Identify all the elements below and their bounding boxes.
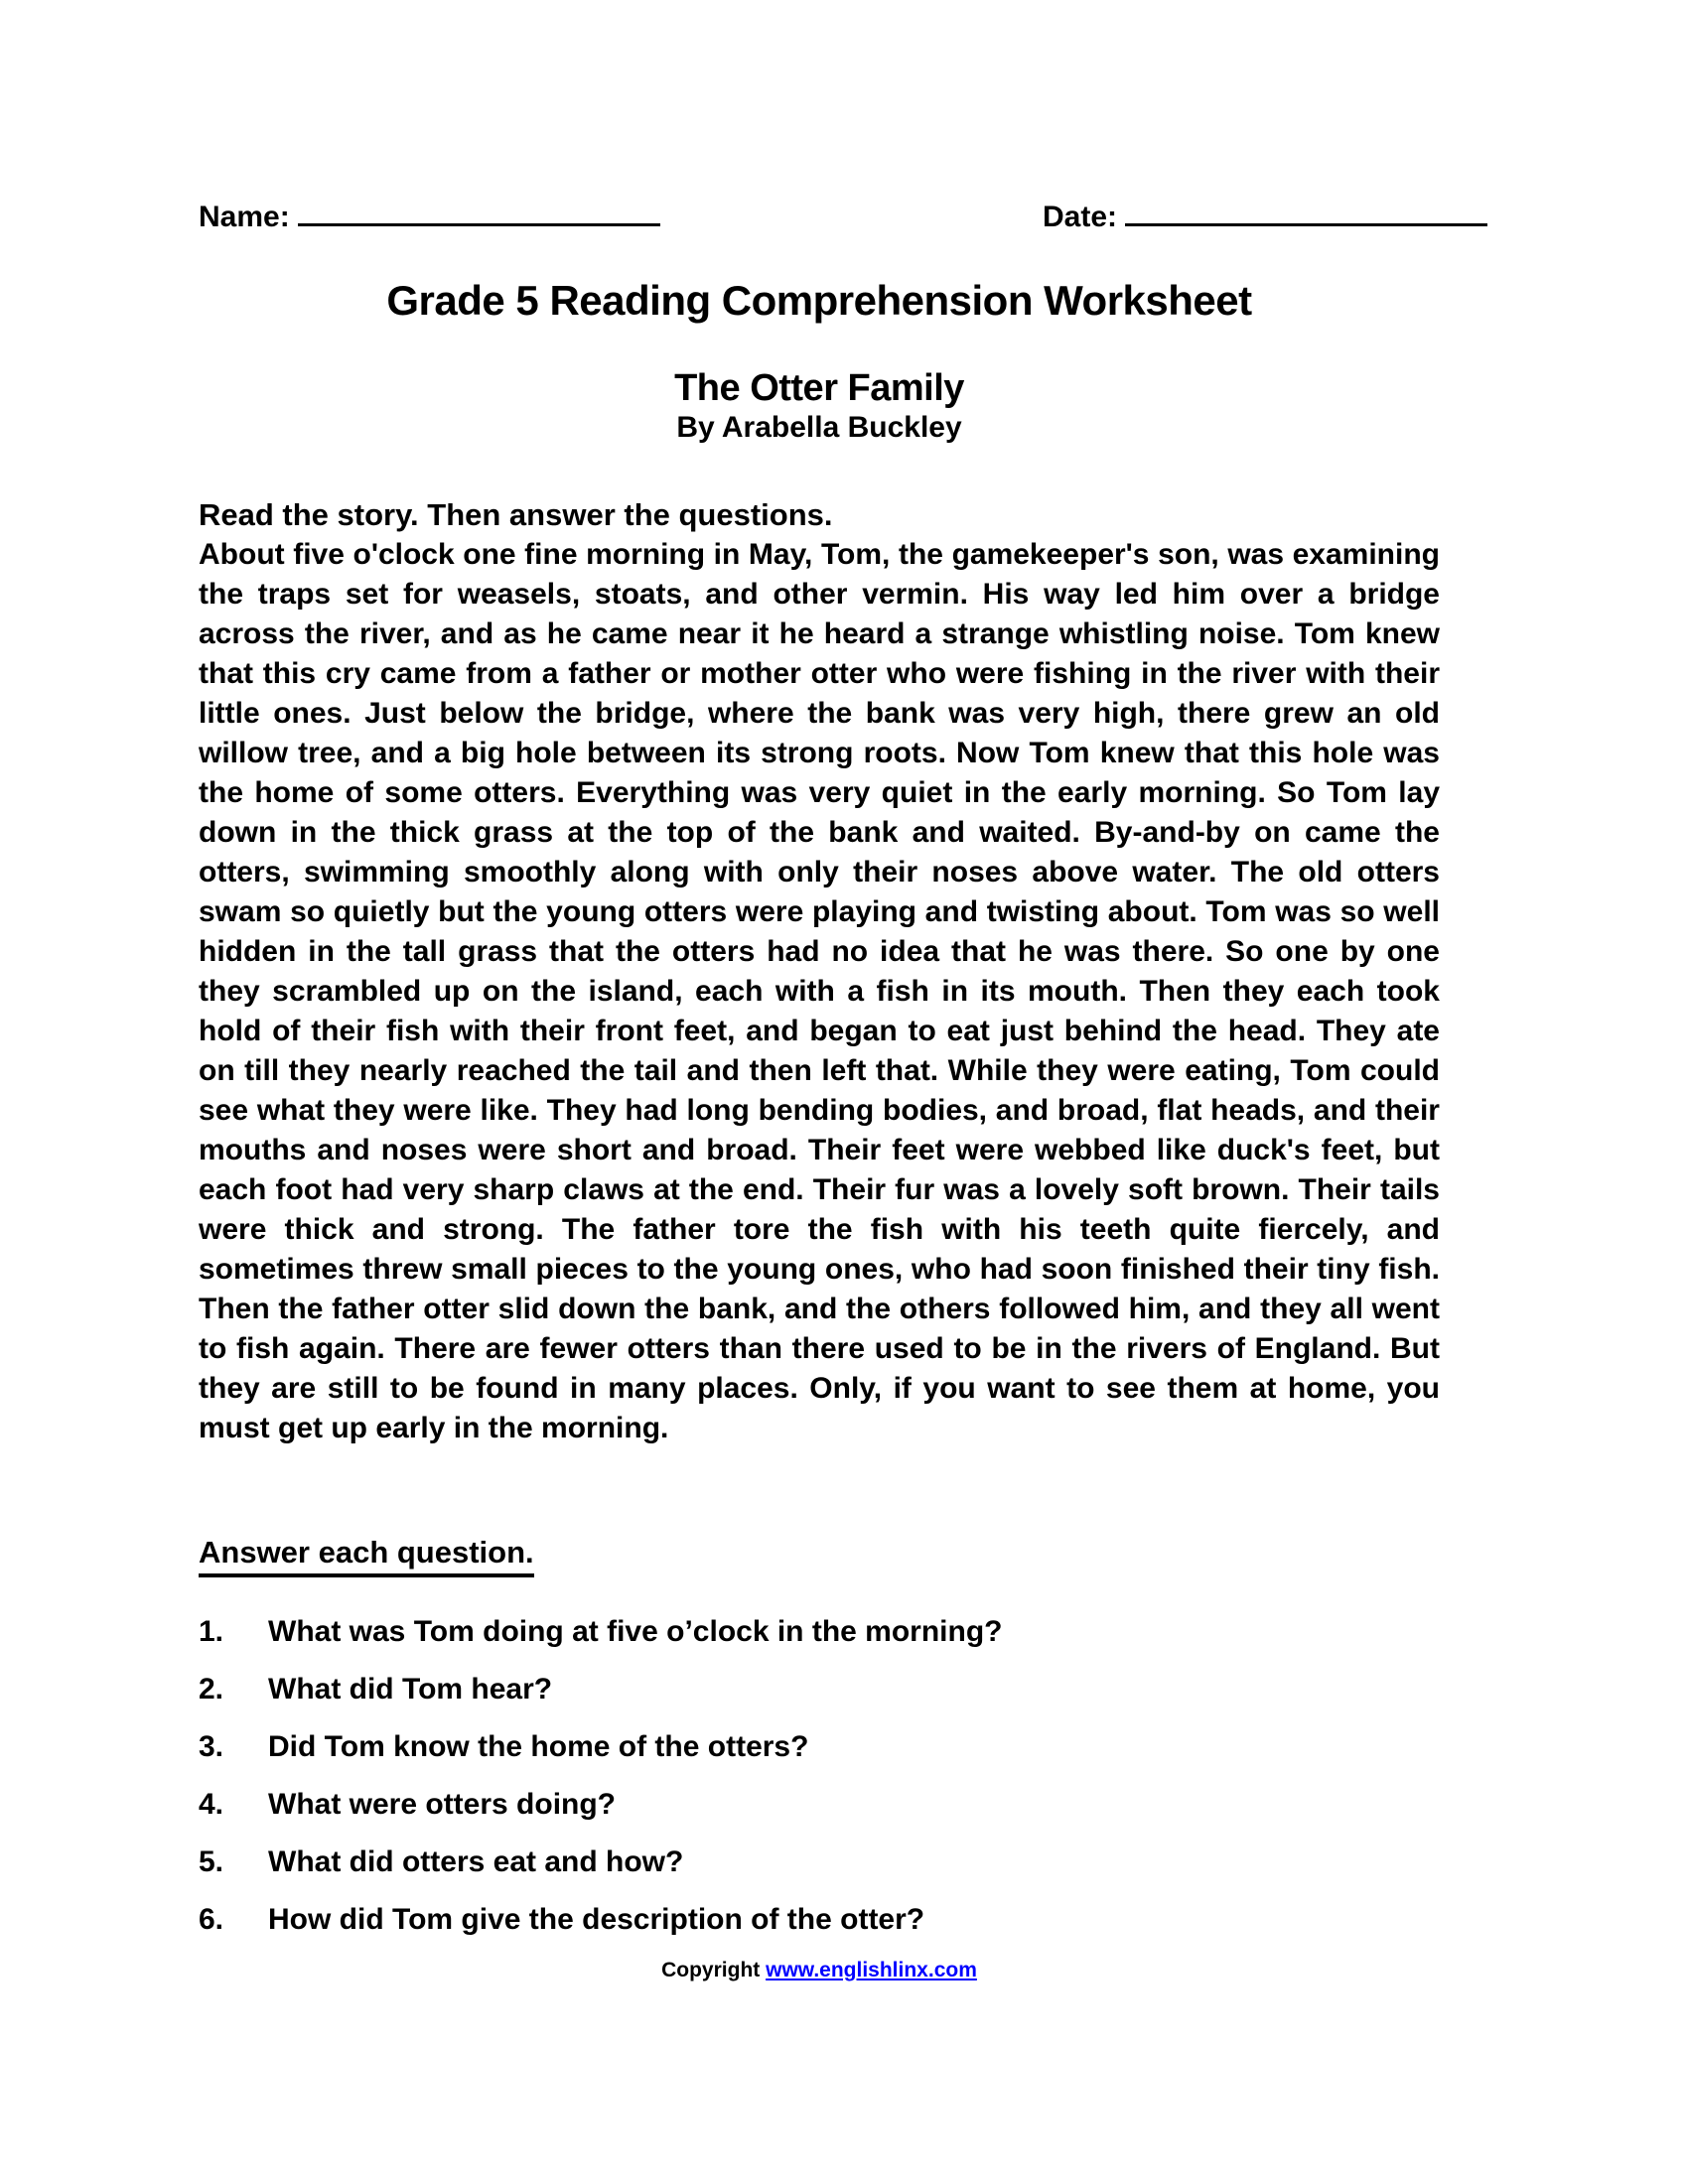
questions-heading: Answer each question. — [199, 1533, 534, 1577]
story-instructions: Read the story. Then answer the questions. — [199, 497, 833, 532]
footer — [199, 1958, 1440, 1983]
questions-heading-row — [199, 1533, 1440, 1577]
question-item — [199, 1612, 1440, 1652]
question-text: What did otters eat and how? — [268, 1845, 684, 1878]
story-text: About five o'clock one fine morning in May, Tom, the gamekeeper's son, was examining the traps set for weasels, stoats, and other vermin. His way led him over a bridge across the river, and as he came near it he heard a strange whistling noise. Tom knew that this cry came from a father or mother otter who were fishing in the river with their little ones. Just below the bridge, where the bank was very high, there grew an old willow tree, and a big hole between its strong roots. Now Tom knew that this hole was the home of some otters. Everything was very quiet in the early morning. So Tom lay down in the thick grass at the top of the bank and waited. By-and-by on came the otters, swimming smoothly along with only their noses above water. The old otters swam so quietly but the young otters were playing and twisting about. Tom was so well hidden in the tall grass that the otters had no idea that he was there. So one by one they scrambled up on the island, each with a fish in its mouth. Then they each took hold of their fish with their front feet, and began to eat just behind the head. They ate on till they nearly reached the tail and then left that. While they were eating, Tom could see what they were like. They had long bending bodies, and broad, flat heads, and their mouths and noses were short and broad. Their feet were webbed like duck's feet, but each foot had very sharp claws at the end. Their fur was a lovely soft brown. Their tails were thick and strong. The father tore the fish with his teeth quite fiercely, and sometimes threw small pieces to the young ones, who had soon finished their tiny fish. Then the father otter slid down the bank, and the others followed him, and they all went to fish again. There are fewer otters than there used to be in the rivers of England. But they are still to be found in many places. Only, if you want to see them at home, you must get up early in the morning. — [199, 538, 1440, 1444]
question-number: 4. — [199, 1788, 224, 1821]
question-number: 1. — [199, 1615, 224, 1648]
name-date-row — [199, 194, 1487, 237]
question-item — [199, 1670, 1440, 1709]
page-title: Grade 5 Reading Comprehension Worksheet — [386, 277, 1252, 324]
copyright-link[interactable]: www.englishlinx.com — [766, 1959, 977, 1981]
question-text: How did Tom give the description of the otter? — [268, 1903, 925, 1936]
worksheet-content — [199, 277, 1440, 1983]
date-label: Date: — [1042, 201, 1117, 233]
question-text: What were otters doing? — [268, 1788, 617, 1821]
name-field — [199, 194, 660, 237]
question-item — [199, 1785, 1440, 1825]
name-label: Name: — [199, 201, 290, 233]
question-number: 5. — [199, 1845, 224, 1878]
date-field — [1043, 194, 1487, 237]
story-title: The Otter Family — [674, 367, 964, 409]
question-text: What did Tom hear? — [268, 1673, 553, 1706]
questions-list — [199, 1612, 1440, 1940]
question-item — [199, 1900, 1440, 1940]
copyright-label: Copyright — [661, 1959, 761, 1981]
question-text: What was Tom doing at five o’clock in the morning? — [268, 1615, 1003, 1648]
question-number: 6. — [199, 1903, 224, 1936]
question-item — [199, 1843, 1440, 1882]
question-text: Did Tom know the home of the otters? — [268, 1730, 809, 1763]
name-blank-line — [298, 194, 660, 226]
story-byline: By Arabella Buckley — [676, 411, 962, 444]
question-item — [199, 1727, 1440, 1767]
question-number: 2. — [199, 1673, 224, 1706]
date-blank-line — [1125, 194, 1487, 226]
question-number: 3. — [199, 1730, 224, 1763]
